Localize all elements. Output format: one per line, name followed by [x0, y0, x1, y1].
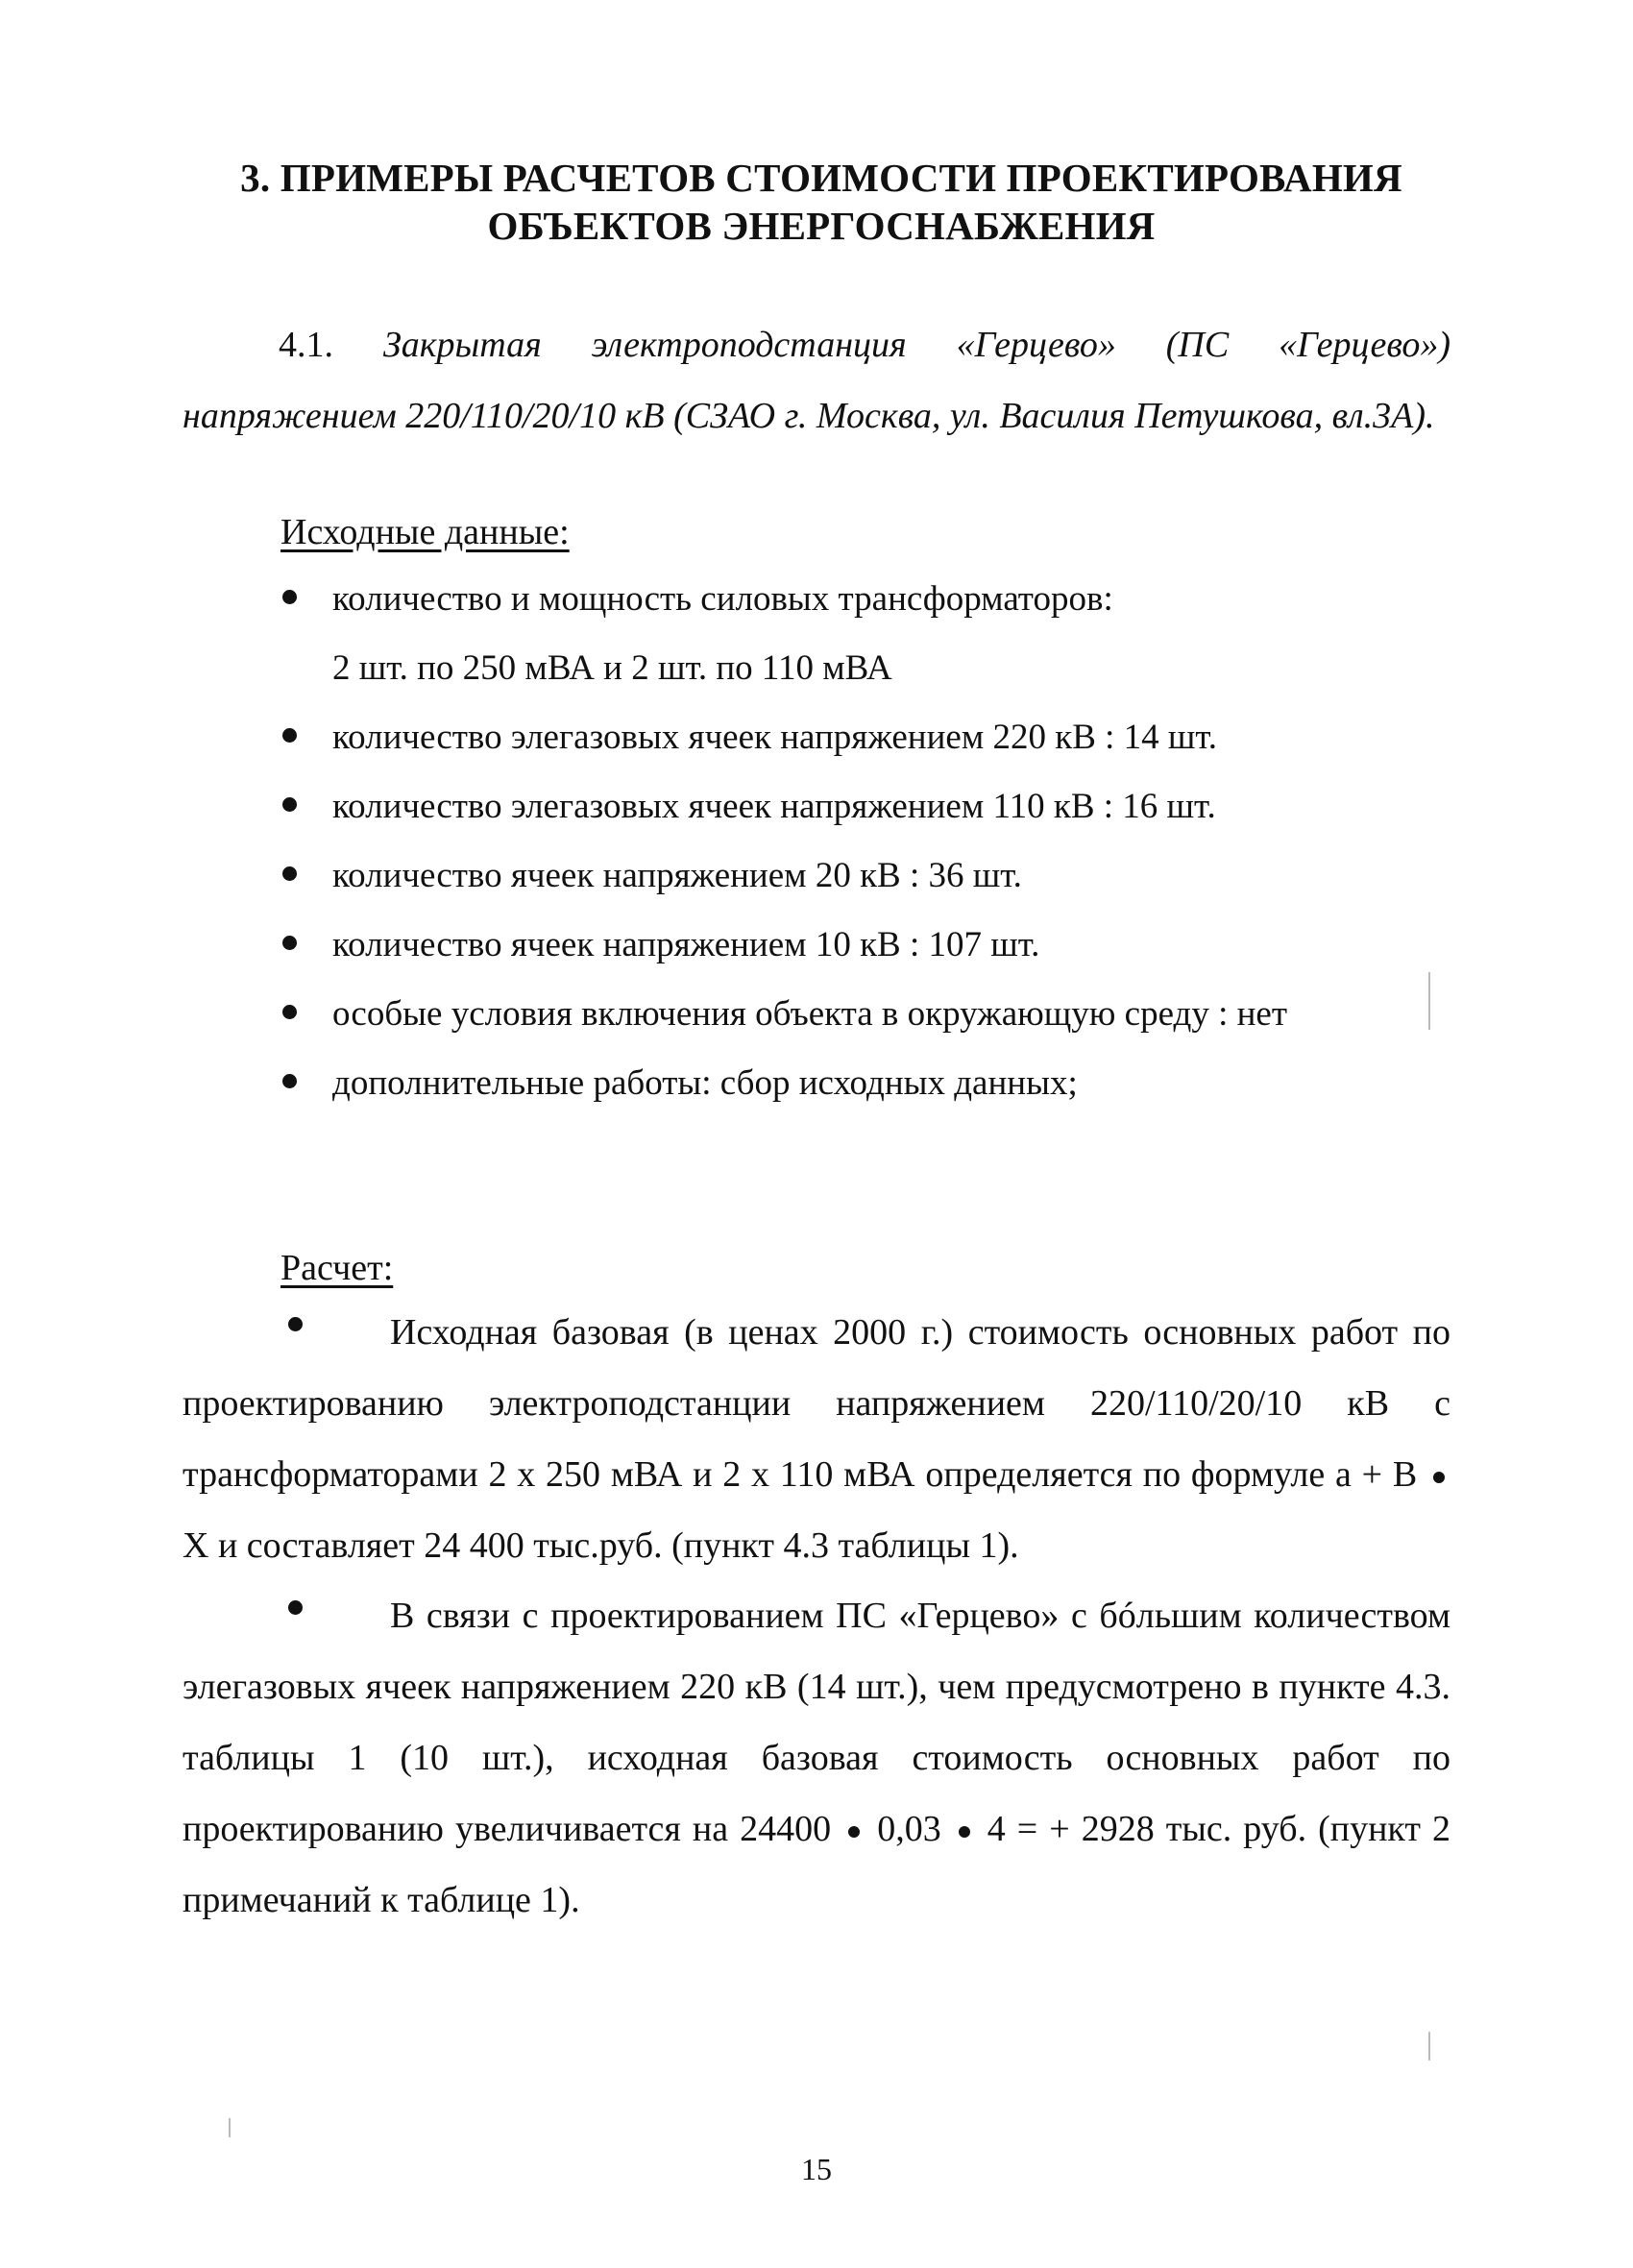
initial-data-label: Исходные данные:: [280, 512, 570, 552]
bullet-icon: [288, 1600, 303, 1615]
scan-mark: [1428, 972, 1430, 1030]
multiply-dot-icon: [1433, 1472, 1445, 1483]
calculation-paragraph-1: Исходная базовая (в ценах 2000 г.) стоимость основных работ по проектированию электроподстанции напряжением 220/110/20/10 кВ с трансформаторами 2 х 250 мВА и 2 х 110 мВА определяется по формуле а + В Х и составляет 24 400 тыс.руб. (пункт 4.3 таблицы 1).: [183, 1312, 1450, 1566]
heading-line-1: 3. ПРИМЕРЫ РАСЧЕТОВ СТОИМОСТИ ПРОЕКТИРОВАНИЯ: [240, 156, 1402, 200]
list-item: дополнительные работы: сбор исходных данных;: [279, 1061, 1431, 1107]
calculation-paragraph-2: В связи с проектированием ПС «Герцево» с бóльшим количеством элегазовых ячеек напряжением 220 кВ (14 шт.), чем предусмотрено в пункте 4.3. таблицы 1 (10 шт.), исходная базовая стоимость основных работ по проектированию увеличивается на 24400 0,03 4 = + 2928 тыс. руб. (пункт 2 примечаний к таблице 1).: [183, 1596, 1451, 1920]
initial-data-list: [279, 576, 1431, 1130]
object-subtitle: [183, 309, 1450, 451]
list-item: количество ячеек напряжением 20 кВ : 36 шт.: [279, 853, 1431, 899]
bullet-icon: [282, 866, 297, 881]
list-item-sub: 2 шт. по 250 мВА и 2 шт. по 110 мВА: [332, 648, 892, 688]
bullet-icon: [282, 590, 297, 604]
bullet-icon: [282, 1005, 297, 1019]
list-item: особые условия включения объекта в окружающую среду : нет: [279, 991, 1431, 1037]
list-item: количество ячеек напряжением 10 кВ : 107 шт.: [279, 922, 1431, 968]
bullet-icon: [282, 797, 297, 812]
calculation-label: Расчет:: [280, 1248, 394, 1288]
list-item: количество элегазовых ячеек напряжением 220 кВ : 14 шт.: [279, 715, 1431, 761]
scan-mark: [229, 2118, 231, 2137]
list-item: количество элегазовых ячеек напряжением 110 кВ : 16 шт.: [279, 784, 1431, 830]
multiply-dot-icon: [959, 1826, 970, 1838]
section-heading: [183, 154, 1460, 250]
multiply-dot-icon: [848, 1826, 860, 1838]
bullet-icon: [282, 1074, 297, 1088]
subtitle-number: 4.1.: [279, 325, 333, 365]
page-number: 15: [801, 2152, 832, 2186]
heading-line-2: ОБЪЕКТОВ ЭНЕРГОСНАБЖЕНИЯ: [487, 204, 1156, 248]
subtitle-text: Закрытая электроподстанция «Герцево» (ПС «Герцево») напряжением 220/110/20/10 кВ (СЗАО г. Москва, ул. Василия Петушкова, вл.3А).: [183, 325, 1450, 436]
list-item: количество и мощность силовых трансформаторов: 2 шт. по 250 мВА и 2 шт. по 110 мВА: [279, 576, 1431, 692]
bullet-icon: [282, 936, 297, 950]
scan-mark: [1428, 2032, 1430, 2061]
bullet-icon: [282, 728, 297, 743]
bullet-icon: [288, 1317, 303, 1331]
